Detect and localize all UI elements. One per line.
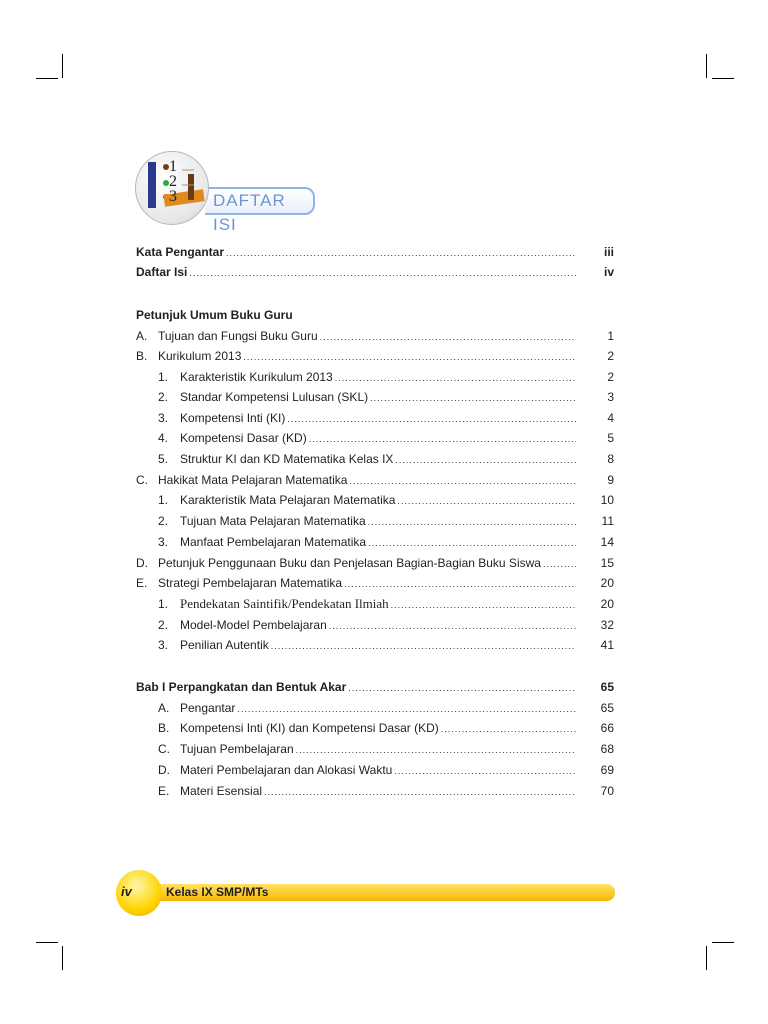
toc-entry-page: 65 <box>600 680 614 694</box>
toc-entry-page: 68 <box>600 742 614 756</box>
toc-entry-label: Materi Esensial <box>180 784 263 798</box>
toc-entry[interactable] <box>136 553 614 573</box>
toc-entry-page: iii <box>603 245 614 259</box>
crop-mark <box>712 942 734 943</box>
toc-entry[interactable] <box>136 242 614 262</box>
crop-mark <box>706 54 707 78</box>
toc-entry-label: Penilian Autentik <box>180 638 269 652</box>
toc-leader-dots <box>264 782 576 802</box>
toc-leader-dots <box>368 533 576 553</box>
toc-leader-dots <box>397 491 576 511</box>
crop-mark <box>706 946 707 970</box>
toc-entry-marker: 3. <box>158 638 169 652</box>
footer-title: Kelas IX SMP/MTs <box>166 885 269 899</box>
page-title: DAFTAR ISI <box>205 187 315 215</box>
toc-entry-marker: C. <box>158 742 170 756</box>
toc-leader-dots <box>320 327 576 347</box>
toc-entry-marker: 1. <box>158 493 169 507</box>
badge-digit: 1 <box>169 158 177 175</box>
crop-mark <box>36 78 58 79</box>
toc-leader-dots <box>287 409 576 429</box>
toc-entry-label: Hakikat Mata Pelajaran Matematika <box>158 473 348 487</box>
toc-leader-dots <box>189 263 576 283</box>
toc-entry[interactable] <box>136 781 614 801</box>
toc-leader-dots <box>543 554 576 574</box>
toc-leader-dots <box>370 388 576 408</box>
toc-leader-dots <box>237 699 576 719</box>
toc-entry[interactable] <box>136 470 614 490</box>
toc-leader-dots <box>394 761 576 781</box>
toc-entry-marker: 4. <box>158 431 169 445</box>
toc-leader-dots <box>335 368 576 388</box>
toc-entry-label: Materi Pembelajaran dan Alokasi Waktu <box>180 763 393 777</box>
toc-entry-marker: 1. <box>158 370 169 384</box>
toc-entry-page: 10 <box>600 493 614 507</box>
toc-leader-dots <box>348 678 576 698</box>
toc-leader-dots <box>368 512 576 532</box>
toc-entry-page: 70 <box>600 784 614 798</box>
toc-entry[interactable] <box>136 387 614 407</box>
toc-entry[interactable] <box>136 718 614 738</box>
toc-entry-marker: B. <box>136 349 148 363</box>
toc-entry-page: 1 <box>607 329 614 343</box>
toc-entry[interactable] <box>136 739 614 759</box>
toc-entry[interactable] <box>136 408 614 428</box>
toc-entry[interactable] <box>136 449 614 469</box>
toc-leader-dots <box>296 740 576 760</box>
toc-leader-dots <box>395 450 576 470</box>
crop-mark <box>712 78 734 79</box>
toc-entry-marker: 2. <box>158 390 169 404</box>
toc-entry-label: Model-Model Pembelajaran <box>180 618 327 632</box>
toc-entry[interactable] <box>136 490 614 510</box>
toc-entry-page: iv <box>603 265 614 279</box>
toc-entry[interactable] <box>136 532 614 552</box>
toc-entry[interactable] <box>136 262 614 282</box>
toc-entry-label: Bab I Perpangkatan dan Bentuk Akar <box>136 680 347 694</box>
toc-leader-dots <box>271 636 576 656</box>
toc-entry-page: 8 <box>607 452 614 466</box>
toc-entry-marker: 3. <box>158 535 169 549</box>
toc-entry-label: Karakteristik Kurikulum 2013 <box>180 370 333 384</box>
toc-entry-page: 5 <box>607 431 614 445</box>
toc-entry-page: 14 <box>600 535 614 549</box>
toc-entry-marker: B. <box>158 721 170 735</box>
toc-leader-dots <box>243 347 576 367</box>
toc-entry-marker: A. <box>136 329 148 343</box>
toc-entry-page: 3 <box>607 390 614 404</box>
toc-entry-marker: 2. <box>158 618 169 632</box>
toc-entry-label: Pendekatan Saintifik/Pendekatan Ilmiah <box>180 596 389 611</box>
toc-entry-label: Tujuan Mata Pelajaran Matematika <box>180 514 366 528</box>
toc-entry-label: Kompetensi Inti (KI) <box>180 411 286 425</box>
toc-entry[interactable] <box>136 305 614 325</box>
toc-entry-marker: 1. <box>158 597 169 611</box>
toc-entry-marker: E. <box>136 576 148 590</box>
toc-entry-marker: 3. <box>158 411 169 425</box>
toc-entry-marker: 5. <box>158 452 169 466</box>
toc-entry-label: Petunjuk Umum Buku Guru <box>136 308 293 322</box>
toc-entry-page: 2 <box>607 349 614 363</box>
toc-leader-dots <box>226 243 576 263</box>
toc-entry-page: 15 <box>600 556 614 570</box>
toc-entry-marker: 2. <box>158 514 169 528</box>
toc-entry-page: 9 <box>607 473 614 487</box>
toc-entry-page: 41 <box>600 638 614 652</box>
toc-entry-label: Tujuan Pembelajaran <box>180 742 294 756</box>
toc-entry[interactable] <box>136 698 614 718</box>
toc-entry[interactable] <box>136 346 614 366</box>
toc-entry-page: 2 <box>607 370 614 384</box>
toc-entry-page: 69 <box>600 763 614 777</box>
toc-entry-label: Pengantar <box>180 701 236 715</box>
toc-entry[interactable] <box>136 635 614 655</box>
toc-entry-page: 11 <box>601 514 614 528</box>
toc-leader-dots <box>309 429 576 449</box>
toc-entry-page: 4 <box>607 411 614 425</box>
toc-entry-label: Kata Pengantar <box>136 245 225 259</box>
badge-digit: 3 <box>169 188 177 205</box>
toc-entry-page: 20 <box>600 597 614 611</box>
toc-leader-dots <box>441 719 576 739</box>
toc-entry-label: Standar Kompetensi Lulusan (SKL) <box>180 390 369 404</box>
toc-entry-marker: D. <box>136 556 148 570</box>
toc-entry-page: 32 <box>600 618 614 632</box>
toc-entry-page: 66 <box>600 721 614 735</box>
toc-entry-label: Kompetensi Dasar (KD) <box>180 431 307 445</box>
crop-mark <box>62 54 63 78</box>
toc-entry[interactable] <box>136 428 614 448</box>
toc-entry-marker: D. <box>158 763 170 777</box>
toc-entry[interactable] <box>136 760 614 780</box>
toc-entry-page: 20 <box>600 576 614 590</box>
toc-entry[interactable] <box>136 573 614 593</box>
crop-mark <box>62 946 63 970</box>
toc-entry-label: Kurikulum 2013 <box>158 349 242 363</box>
toc-entry-marker: A. <box>158 701 170 715</box>
badge-digit: 2 <box>169 173 177 190</box>
toc-leader-dots <box>391 595 576 615</box>
toc-leader-dots <box>329 616 576 636</box>
toc-entry[interactable] <box>136 594 614 614</box>
toc-leader-dots <box>344 574 576 594</box>
toc-badge <box>135 151 209 225</box>
footer-page-number: iv <box>121 884 132 899</box>
toc-leader-dots <box>349 471 576 491</box>
toc-entry-label: Kompetensi Inti (KI) dan Kompetensi Dasar (KD) <box>180 721 439 735</box>
crop-mark <box>36 942 58 943</box>
toc-entry[interactable] <box>136 367 614 387</box>
toc-entry-label: Karakteristik Mata Pelajaran Matematika <box>180 493 396 507</box>
toc-entry[interactable] <box>136 511 614 531</box>
toc-entry-label: Daftar Isi <box>136 265 188 279</box>
toc-entry-label: Manfaat Pembelajaran Matematika <box>180 535 367 549</box>
toc-entry-label: Tujuan dan Fungsi Buku Guru <box>158 329 318 343</box>
toc-entry[interactable] <box>136 326 614 346</box>
toc-entry[interactable] <box>136 677 614 697</box>
toc-entry[interactable] <box>136 615 614 635</box>
toc-entry-page: 65 <box>600 701 614 715</box>
toc-entry-label: Struktur KI dan KD Matematika Kelas IX <box>180 452 394 466</box>
toc-entry-marker: C. <box>136 473 148 487</box>
toc-entry-marker: E. <box>158 784 170 798</box>
toc-entry-label: Petunjuk Penggunaan Buku dan Penjelasan Bagian-Bagian Buku Siswa <box>158 556 541 570</box>
toc-entry-label: Strategi Pembelajaran Matematika <box>158 576 343 590</box>
